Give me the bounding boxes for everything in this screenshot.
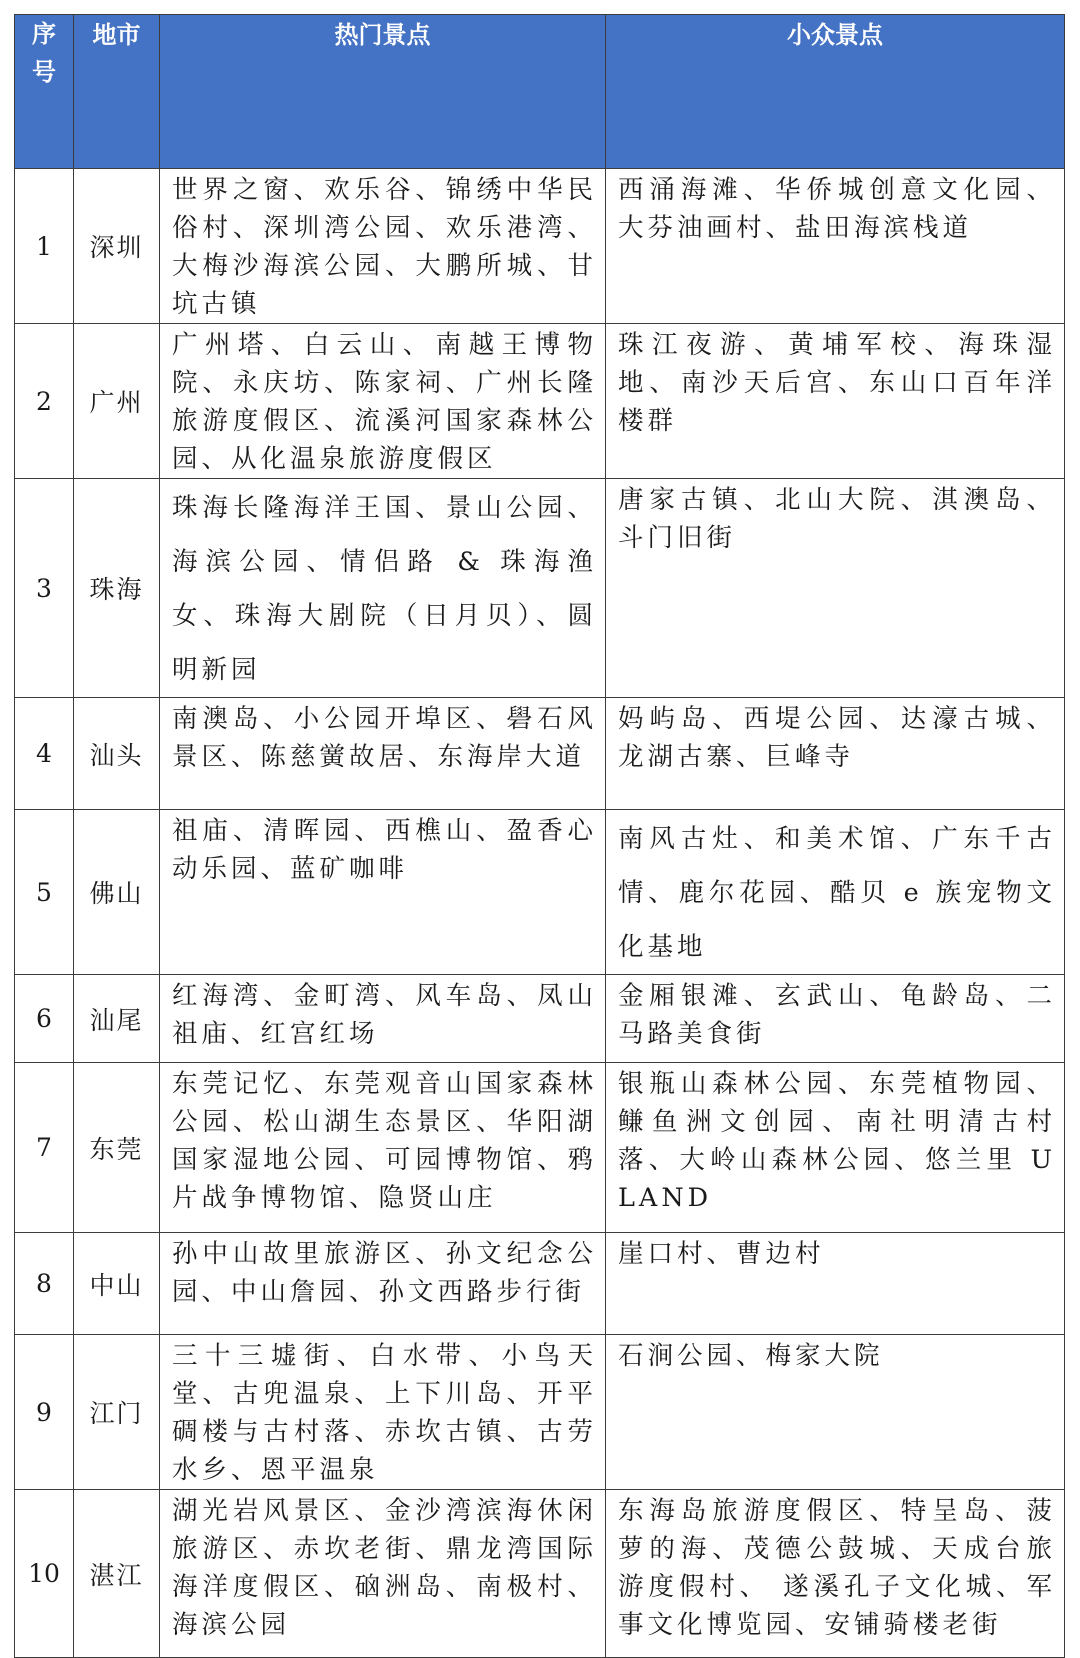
row-niche-spots: 崖口村、曹边村: [606, 1233, 1065, 1335]
table-row: [15, 698, 1065, 810]
table-row: [15, 479, 1065, 698]
table-row: [15, 169, 1065, 324]
row-city: 中山: [74, 1233, 160, 1335]
row-hot-spots: 珠海长隆海洋王国、景山公园、海滨公园、情侣路 & 珠海渔女、珠海大剧院（日月贝）、圆明新园: [160, 479, 606, 698]
row-hot-spots: 湖光岩风景区、金沙湾滨海休闲旅游区、赤坎老街、鼎龙湾国际海洋度假区、硇洲岛、南极村、海滨公园: [160, 1490, 606, 1658]
row-niche-spots: 东海岛旅游度假区、特呈岛、菠萝的海、茂德公鼓城、天成台旅游度假村、 遂溪孔子文化城、军事文化博览园、安铺骑楼老街: [606, 1490, 1065, 1658]
row-hot-spots: 南澳岛、小公园开埠区、礐石风景区、陈慈黉故居、东海岸大道: [160, 698, 606, 810]
row-niche-spots: 妈屿岛、西堤公园、达濠古城、龙湖古寨、巨峰寺: [606, 698, 1065, 810]
row-number: 4: [15, 698, 74, 810]
header-number-line2: 号: [32, 58, 56, 86]
row-hot-spots: 广州塔、白云山、南越王博物院、永庆坊、陈家祠、广州长隆旅游度假区、流溪河国家森林公园、从化温泉旅游度假区: [160, 324, 606, 479]
row-number: 6: [15, 975, 74, 1063]
header-city: 地市: [74, 15, 160, 169]
scenic-spots-table: [14, 14, 1065, 1658]
row-niche-spots: 唐家古镇、北山大院、淇澳岛、斗门旧街: [606, 479, 1065, 698]
header-row: [15, 15, 1065, 169]
table-row: [15, 975, 1065, 1063]
row-hot-spots: 世界之窗、欢乐谷、锦绣中华民俗村、深圳湾公园、欢乐港湾、大梅沙海滨公园、大鹏所城、甘坑古镇: [160, 169, 606, 324]
row-niche-spots: 珠江夜游、黄埔军校、海珠湿地、南沙天后宫、东山口百年洋楼群: [606, 324, 1065, 479]
table-row: [15, 1063, 1065, 1233]
header-niche-spots: 小众景点: [606, 15, 1065, 169]
row-niche-spots: 银瓶山森林公园、东莞植物园、鳒鱼洲文创园、南社明清古村落、大岭山森林公园、悠兰里 ULAND: [606, 1063, 1065, 1233]
row-city: 深圳: [74, 169, 160, 324]
header-hot-spots: 热门景点: [160, 15, 606, 169]
row-niche-spots: 西涌海滩、华侨城创意文化园、大芬油画村、盐田海滨栈道: [606, 169, 1065, 324]
row-number: 5: [15, 810, 74, 975]
row-number: 10: [15, 1490, 74, 1658]
header-number: [15, 15, 74, 169]
row-city: 东莞: [74, 1063, 160, 1233]
row-number: 7: [15, 1063, 74, 1233]
row-hot-spots: 祖庙、清晖园、西樵山、盈香心动乐园、蓝矿咖啡: [160, 810, 606, 975]
table-row: [15, 1490, 1065, 1658]
row-city: 汕尾: [74, 975, 160, 1063]
row-niche-spots: 金厢银滩、玄武山、龟龄岛、二马路美食街: [606, 975, 1065, 1063]
row-number: 9: [15, 1335, 74, 1490]
table-row: [15, 1233, 1065, 1335]
row-niche-spots: 石涧公园、梅家大院: [606, 1335, 1065, 1490]
row-hot-spots: 孙中山故里旅游区、孙文纪念公园、中山詹园、孙文西路步行街: [160, 1233, 606, 1335]
row-city: 江门: [74, 1335, 160, 1490]
header-number-line1: 序: [32, 20, 56, 48]
row-number: 3: [15, 479, 74, 698]
row-city: 汕头: [74, 698, 160, 810]
row-city: 佛山: [74, 810, 160, 975]
row-hot-spots: 三十三墟街、白水带、小鸟天堂、古兜温泉、上下川岛、开平碉楼与古村落、赤坎古镇、古劳水乡、恩平温泉: [160, 1335, 606, 1490]
row-number: 2: [15, 324, 74, 479]
row-city: 广州: [74, 324, 160, 479]
row-hot-spots: 红海湾、金町湾、风车岛、凤山祖庙、红宫红场: [160, 975, 606, 1063]
table-row: [15, 324, 1065, 479]
row-city: 珠海: [74, 479, 160, 698]
table-row: [15, 1335, 1065, 1490]
row-number: 8: [15, 1233, 74, 1335]
row-niche-spots: 南风古灶、和美术馆、广东千古情、鹿尔花园、酷贝 e 族宠物文化基地: [606, 810, 1065, 975]
row-city: 湛江: [74, 1490, 160, 1658]
table-row: [15, 810, 1065, 975]
row-number: 1: [15, 169, 74, 324]
row-hot-spots: 东莞记忆、东莞观音山国家森林公园、松山湖生态景区、华阳湖国家湿地公园、可园博物馆、鸦片战争博物馆、隐贤山庄: [160, 1063, 606, 1233]
